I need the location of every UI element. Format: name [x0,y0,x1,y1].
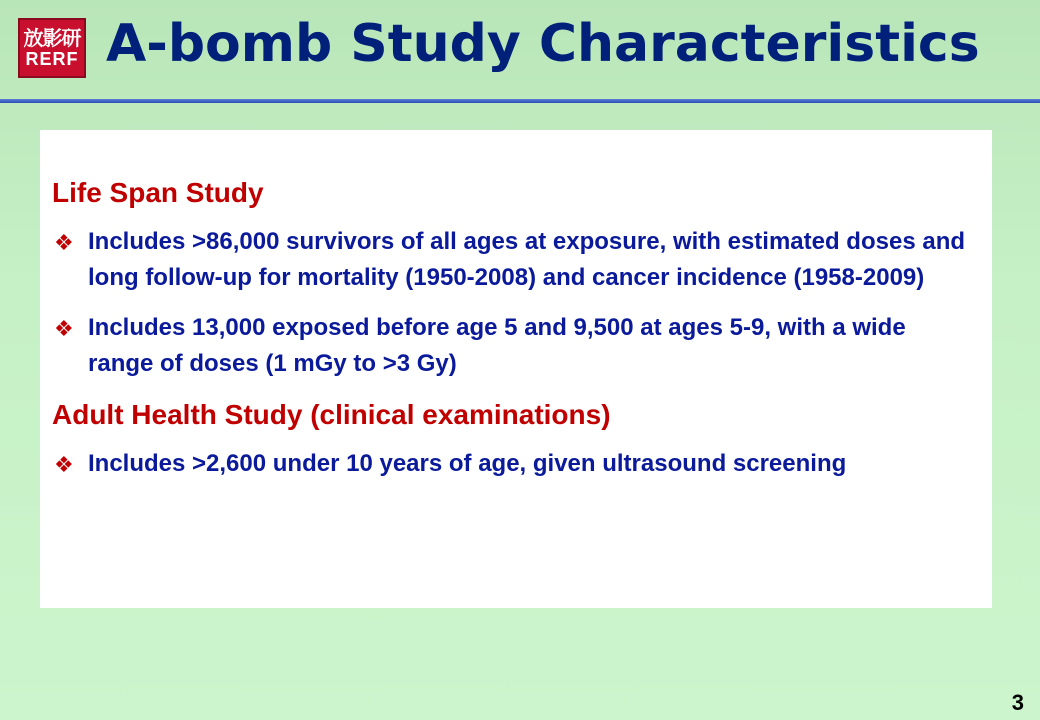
diamond-bullet-icon: ❖ [54,453,74,478]
rerf-logo [18,18,86,78]
page-number: 3 [1011,690,1024,715]
list-item [52,446,970,482]
adult-health-study-bullets [52,446,970,482]
slide-title: A-bomb Study Characteristics [106,14,980,74]
logo-kanji: 放影研 [23,26,81,50]
section-heading-life-span-study: Life Span Study [52,177,264,208]
logo-latin: RERF [25,49,79,69]
header-divider [0,99,1040,103]
list-item [52,224,970,296]
diamond-bullet-icon: ❖ [54,231,74,256]
bullet-text: Includes >86,000 survivors of all ages at exposure, with estimated doses and long follow-up for mortality (1950-2008) and cancer incidence (1958-2009) [88,228,966,291]
bullet-text: Includes >2,600 under 10 years of age, given ultrasound screening [88,450,847,477]
bullet-text: Includes 13,000 exposed before age 5 and 9,500 at ages 5-9, with a wide range of doses (1 mGy to >3 Gy) [88,314,906,377]
diamond-bullet-icon: ❖ [54,317,74,342]
section-heading-adult-health-study: Adult Health Study (clinical examinations) [52,399,611,430]
list-item [52,310,970,382]
content-panel [40,130,992,608]
slide-header [0,0,1040,100]
life-span-study-bullets [52,224,970,382]
